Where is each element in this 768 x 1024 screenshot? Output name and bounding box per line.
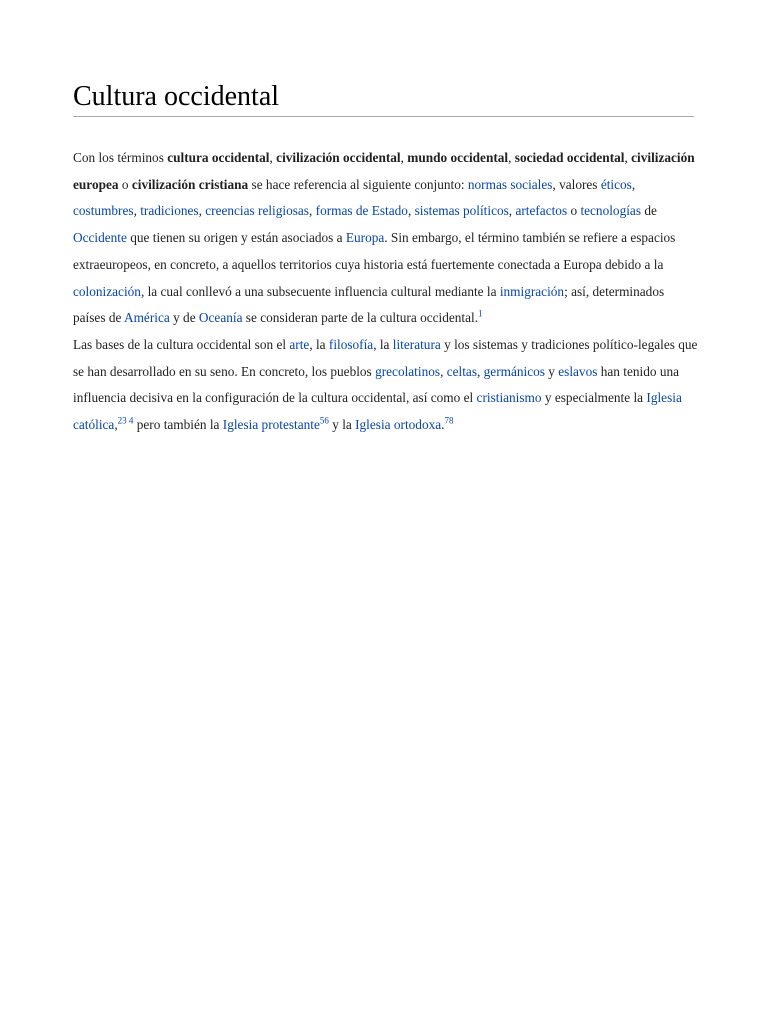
- reference-marker[interactable]: 1: [478, 308, 483, 319]
- text: ,: [269, 150, 277, 165]
- text: Las bases de la cultura occidental son el: [73, 336, 290, 352]
- link-normas-sociales[interactable]: normas sociales: [467, 176, 553, 192]
- text: ,: [133, 203, 141, 219]
- text: o: [567, 203, 581, 219]
- link-germanicos[interactable]: germánicos: [483, 363, 545, 379]
- reference-marker[interactable]: 56: [319, 415, 329, 426]
- paragraph-bases: [73, 332, 698, 439]
- link-costumbres[interactable]: costumbres: [73, 203, 134, 219]
- link-sistemas-politicos[interactable]: sistemas políticos: [414, 203, 509, 219]
- text: , la: [373, 336, 393, 352]
- text: y: [544, 363, 559, 379]
- link-celtas[interactable]: celtas: [446, 363, 477, 379]
- link-artefactos[interactable]: artefactos: [515, 203, 568, 219]
- reference-marker[interactable]: 78: [444, 415, 454, 426]
- link-iglesia-protestante[interactable]: Iglesia protestante: [222, 417, 320, 433]
- bold-term: cultura occidental: [167, 150, 270, 165]
- text: o: [118, 176, 132, 192]
- text: ,: [400, 150, 408, 165]
- link-iglesia-ortodoxa[interactable]: Iglesia ortodoxa: [355, 417, 442, 433]
- link-europa[interactable]: Europa: [345, 230, 385, 246]
- link-america[interactable]: América: [123, 310, 170, 326]
- text: se hace referencia al siguiente conjunto:: [248, 176, 468, 192]
- text: y de: [169, 310, 199, 326]
- text: , valores: [552, 176, 601, 192]
- text: y especialmente la: [541, 390, 647, 406]
- text: ,: [198, 203, 206, 219]
- text: han tenido una influencia decisiva en la configuración de la cultura occidental, así como el: [73, 363, 680, 406]
- text: Con los términos: [73, 150, 168, 165]
- text: de: [641, 203, 657, 219]
- link-creencias-religiosas[interactable]: creencias religiosas: [205, 203, 309, 219]
- link-tecnologias[interactable]: tecnologías: [580, 203, 641, 219]
- text: ,: [440, 363, 447, 379]
- link-eticos[interactable]: éticos: [600, 176, 632, 192]
- text: ,: [308, 203, 316, 219]
- text: pero también la: [133, 417, 223, 433]
- link-cristianismo[interactable]: cristianismo: [476, 390, 542, 406]
- text: ,: [624, 150, 632, 165]
- text: ,: [631, 176, 636, 192]
- bold-term: civilización europea: [73, 150, 695, 192]
- text: y la: [328, 417, 356, 433]
- bold-term: civilización occidental: [276, 150, 401, 165]
- link-inmigracion[interactable]: inmigración: [499, 283, 565, 299]
- text: .: [441, 417, 445, 433]
- text: , la: [309, 336, 329, 352]
- link-colonizacion[interactable]: colonización: [73, 283, 141, 299]
- link-literatura[interactable]: literatura: [392, 336, 441, 352]
- bold-term: mundo occidental: [407, 150, 509, 165]
- text: ,: [508, 203, 516, 219]
- link-occidente[interactable]: Occidente: [73, 230, 127, 246]
- link-grecolatinos[interactable]: grecolatinos: [375, 363, 441, 379]
- text: . Sin embargo, el término también se refiere a espacios extraeuropeos, en concreto, a aquellos territorios cuya historia está fuertemente conectada a Europa debido a la: [73, 230, 676, 272]
- text: ,: [508, 150, 515, 165]
- article-body: [73, 145, 698, 439]
- link-formas-de-estado[interactable]: formas de Estado: [315, 203, 408, 219]
- link-iglesia-catolica[interactable]: Iglesia católica: [73, 390, 682, 433]
- page-title: Cultura occidental: [73, 80, 694, 117]
- link-eslavos[interactable]: eslavos: [558, 363, 598, 379]
- text: ,: [114, 417, 118, 433]
- link-oceania[interactable]: Oceanía: [198, 310, 243, 326]
- text: que tienen su origen y están asociados a: [126, 230, 346, 246]
- link-tradiciones[interactable]: tradiciones: [140, 203, 199, 219]
- text: ,: [407, 203, 415, 219]
- bold-term: sociedad occidental: [514, 150, 625, 165]
- paragraph-intro: [73, 145, 698, 332]
- text: y los sistemas y tradiciones político-legales que se han desarrollado en su seno. En concreto, los pueblos: [73, 336, 698, 379]
- bold-term: civilización cristiana: [131, 176, 249, 192]
- link-arte[interactable]: arte: [289, 336, 310, 352]
- text: se consideran parte de la cultura occidental.: [242, 310, 479, 326]
- text: ,: [477, 363, 484, 379]
- reference-marker[interactable]: 23 4: [117, 415, 134, 426]
- link-filosofia[interactable]: filosofía: [328, 336, 374, 352]
- text: , la cual conllevó a una subsecuente influencia cultural mediante la: [140, 283, 500, 299]
- text: ; así, determinados países de: [73, 283, 665, 326]
